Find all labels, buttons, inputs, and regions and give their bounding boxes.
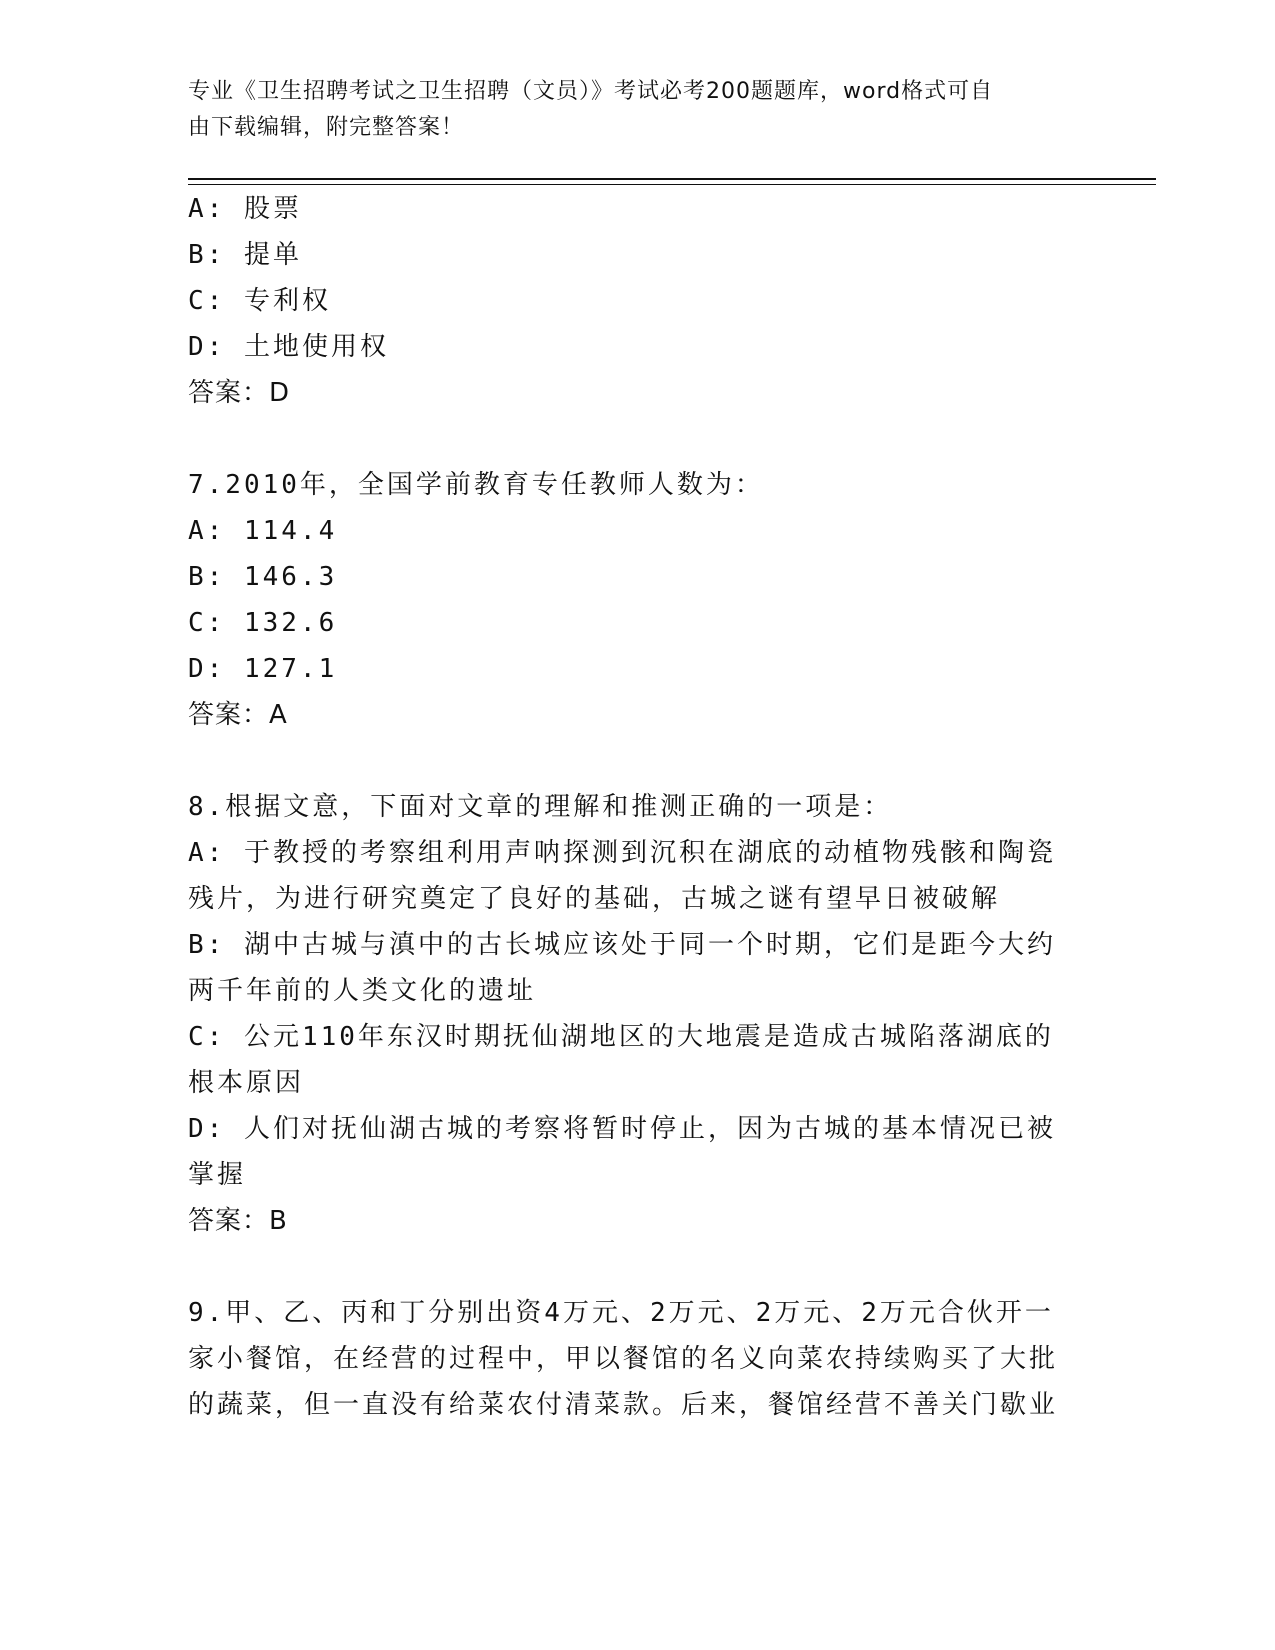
header-line-2: 由下载编辑，附完整答案！ bbox=[188, 115, 465, 140]
spacer bbox=[188, 738, 1068, 784]
question-9 bbox=[188, 1290, 1068, 1428]
header-divider-thin bbox=[188, 184, 1156, 185]
spacer bbox=[188, 1244, 1068, 1290]
document-header bbox=[188, 74, 1068, 146]
question-text: 9.甲、乙、丙和丁分别出资4万元、2万元、2万元、2万元合伙开一家小餐馆，在经营的过程中，甲以餐馆的名义向菜农持续购买了大批的蔬菜，但一直没有给菜农付清菜款。后来，餐馆经营不善关门歇业 bbox=[188, 1298, 1059, 1420]
answer: 答案：D bbox=[188, 378, 291, 408]
header-line-1: 专业《卫生招聘考试之卫生招聘（文员）》考试必考200题题库，word格式可自 bbox=[188, 79, 994, 104]
answer: 答案：A bbox=[188, 700, 288, 730]
question-text: 8.根据文意，下面对文章的理解和推测正确的一项是： bbox=[188, 792, 893, 822]
option-c: C: 132.6 bbox=[188, 608, 338, 638]
question-8 bbox=[188, 784, 1068, 1244]
option-b: B: 146.3 bbox=[188, 562, 338, 592]
spacer bbox=[188, 416, 1068, 462]
option-c: C: 公元110年东汉时期抚仙湖地区的大地震是造成古城陷落湖底的根本原因 bbox=[188, 1022, 1054, 1098]
question-6 bbox=[188, 186, 1068, 416]
option-d: D: 人们对抚仙湖古城的考察将暂时停止，因为古城的基本情况已被掌握 bbox=[188, 1114, 1056, 1190]
option-a: A: 114.4 bbox=[188, 516, 338, 546]
option-a: A: 于教授的考察组利用声呐探测到沉积在湖底的动植物残骸和陶瓷残片，为进行研究奠定了良好的基础，古城之谜有望早日被破解 bbox=[188, 838, 1056, 914]
option-b: B: 湖中古城与滇中的古长城应该处于同一个时期，它们是距今大约两千年前的人类文化的遗址 bbox=[188, 930, 1056, 1006]
option-c: C: 专利权 bbox=[188, 286, 331, 316]
option-d: D: 土地使用权 bbox=[188, 332, 389, 362]
header-divider bbox=[188, 178, 1156, 180]
answer: 答案：B bbox=[188, 1206, 288, 1236]
document-body bbox=[188, 186, 1068, 1428]
question-7 bbox=[188, 462, 1068, 738]
option-a: A: 股票 bbox=[188, 194, 302, 224]
option-b: B: 提单 bbox=[188, 240, 302, 270]
question-text: 7.2010年，全国学前教育专任教师人数为： bbox=[188, 470, 764, 500]
option-d: D: 127.1 bbox=[188, 654, 338, 684]
